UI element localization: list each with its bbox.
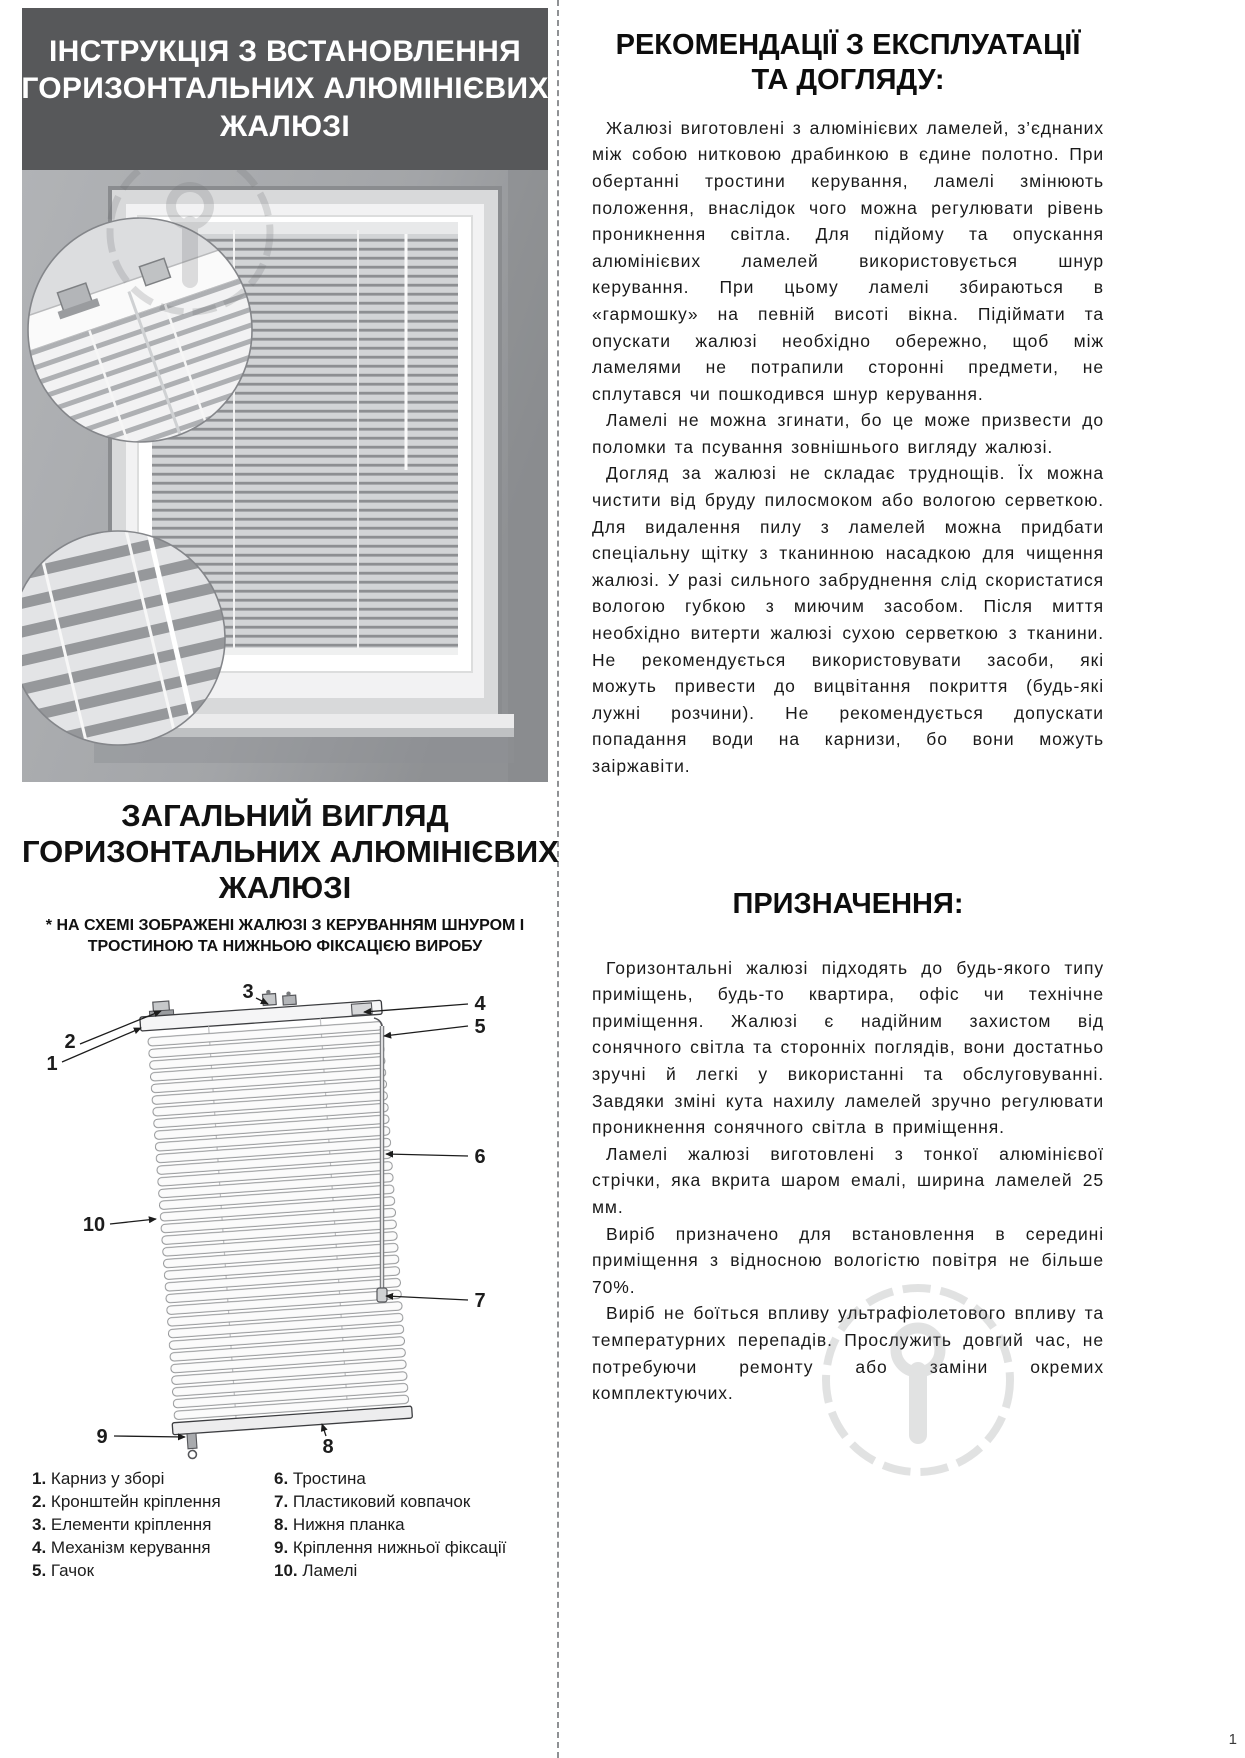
legend-number: 6. <box>274 1469 289 1488</box>
legend-item <box>274 1468 548 1491</box>
callout-number-8: 8 <box>322 1436 334 1458</box>
legend-label: Пластиковий ковпачок <box>292 1491 471 1511</box>
purpose-paragraph: Виріб не боїться впливу ультрафіолетового впливу та температурних перепадів. Прослужить довгий час, не потребуючи ремонту або заміни окремих комплектуючих. <box>592 1303 1104 1404</box>
instruction-title-line: ЖАЛЮЗІ <box>219 109 351 143</box>
legend-label: Механізм керування <box>50 1537 211 1557</box>
legend-item <box>274 1537 548 1560</box>
legend-label: Кронштейн кріплення <box>50 1491 221 1511</box>
overview-note <box>22 916 548 958</box>
legend-number: 10. <box>274 1560 298 1580</box>
instruction-title-line: ІНСТРУКЦІЯ З ВСТАНОВЛЕННЯ <box>48 34 522 68</box>
legend-item <box>32 1560 274 1583</box>
window-photo-illustration <box>22 170 548 782</box>
recommendations-paragraph: Жалюзі виготовлені з алюмінієвих ламелей, з’єднаних між собою нитковою драбинкою в єдине полотно. При обертанні тростини керування, ламелі змінюють положення, внаслідок чого можна регулювати рівень проникнення світла. Для підйому та опускання алюмінієвих ламелей використовується шнур керування. При цьому ламелі збираються в «гармошку» на певній висоті вікна. Підіймати та опускати жалюзі необхідно обережно, щоб між ламелями не потрапили сторонні предмети, не сплутався чи пошкодився шнур керування. <box>592 117 1104 404</box>
callout-number-3: 3 <box>242 981 254 1003</box>
legend-item <box>32 1468 274 1491</box>
bottom-fixation <box>187 1433 198 1459</box>
legend-item <box>32 1514 274 1537</box>
purpose-paragraph: Ламелі жалюзі виготовлені з тонкої алюмінієвої стрічки, яка вкрита шаром емалі, ширина ламелей 25 мм. <box>592 1143 1104 1217</box>
callout-number-4: 4 <box>474 993 486 1015</box>
legend-number: 7. <box>274 1491 289 1511</box>
slats <box>147 1020 409 1422</box>
blinds-diagram <box>22 956 548 1461</box>
overview-title-line: ГОРИЗОНТАЛЬНИХ АЛЮМІНІЄВИХ <box>22 833 559 869</box>
legend-label: Ламелі <box>302 1560 358 1580</box>
legend-item <box>274 1514 548 1537</box>
legend-item <box>274 1491 548 1514</box>
legend-number: 4. <box>32 1537 47 1557</box>
overview-title-line: ЖАЛЮЗІ <box>218 869 352 905</box>
overview-note-line: * НА СХЕМІ ЗОБРАЖЕНІ ЖАЛЮЗІ З КЕРУВАННЯМ ШНУРОМ І <box>45 917 525 934</box>
callout-number-6: 6 <box>474 1146 486 1168</box>
overview-title-line: ЗАГАЛЬНИЙ ВИГЛЯД <box>121 798 449 833</box>
callout-number-7: 7 <box>474 1290 486 1312</box>
legend-number: 8. <box>274 1514 289 1534</box>
purpose-paragraph: Горизонтальні жалюзі підходять до будь-якого типу приміщень, будь-то квартира, офіс чи технічне приміщення. Жалюзі є надійним захистом від сонячного світла та сторонніх поглядів, вони достатньо зручні й легкі у використанні та обслуговуванні. Завдяки зміні кута нахилу ламелей зручно регулювати проникнення сонячного світла в приміщення. <box>592 957 1104 1138</box>
plastic-cap <box>377 1288 387 1302</box>
legend-label: Нижня планка <box>292 1514 405 1534</box>
legend-item <box>32 1537 274 1560</box>
instruction-title-box <box>22 8 548 170</box>
legend-label: Елементи кріплення <box>50 1514 212 1534</box>
legend-label: Тростина <box>292 1469 366 1488</box>
recommendations-title <box>592 28 1104 99</box>
instruction-title-line: ГОРИЗОНТАЛЬНИХ АЛЮМІНІЄВИХ <box>21 72 549 106</box>
right-column <box>592 28 1104 1407</box>
page-number: 1 <box>1228 1731 1237 1748</box>
legend-column-1 <box>32 1468 274 1583</box>
legend-number: 5. <box>32 1560 47 1580</box>
purpose-paragraph: Виріб призначено для встановлення в середині приміщення з відносною вологістю повітря не більше 70%. <box>592 1223 1104 1297</box>
legend-number: 1. <box>32 1469 47 1488</box>
overview-title <box>22 798 559 906</box>
callout-number-9: 9 <box>96 1426 108 1448</box>
callout-number-1: 1 <box>46 1053 58 1075</box>
blinds-diagram-svg <box>22 956 548 1461</box>
window-photo-svg <box>22 170 548 782</box>
overview-note-line: ТРОСТИНОЮ ТА НИЖНЬОЮ ФІКСАЦІЄЮ ВИРОБУ <box>87 937 483 955</box>
legend-column-2 <box>274 1468 548 1583</box>
legend-label: Карниз у зборі <box>50 1469 165 1488</box>
diagram-legend <box>32 1468 548 1583</box>
recommendations-paragraph: Догляд за жалюзі не складає труднощів. Їх можна чистити від бруду пилосмоком або вологою серветкою. Для видалення пилу з ламелей можна придбати спеціальну щітку з тканинною насадкою для чищення жалюзі. У разі сильного забруднення слід скористатися вологою губкою з миючим засобом. Після миття необхідно витерти жалюзі сухою серветкою з тканини. Не рекомендується використовувати засоби, які можуть привести до вицвітання покриття (будь-які лужні розчини). Не рекомендується допускати попадання води на карнизи, бо вони можуть заіржавіти. <box>592 463 1104 776</box>
column-separator <box>557 0 559 1758</box>
callout-number-10: 10 <box>82 1214 106 1236</box>
legend-number: 3. <box>32 1514 47 1534</box>
control-mechanism <box>351 1003 372 1015</box>
legend-item <box>32 1491 274 1514</box>
legend-number: 2. <box>32 1491 47 1511</box>
recommendations-title-line: ТА ДОГЛЯДУ: <box>751 64 945 97</box>
recommendations-title-line: РЕКОМЕНДАЦІЇ З ЕКСПЛУАТАЦІЇ <box>615 29 1081 61</box>
callout-number-2: 2 <box>64 1031 76 1053</box>
blind-assembly <box>139 982 415 1460</box>
legend-item <box>274 1560 548 1583</box>
legend-label: Кріплення нижньої фіксації <box>292 1537 507 1557</box>
recommendations-paragraph: Ламелі не можна згинати, бо це може призвести до поломки та псування зовнішнього вигляду жалюзі. <box>592 410 1104 457</box>
legend-label: Гачок <box>50 1560 95 1580</box>
purpose-title: ПРИЗНАЧЕННЯ: <box>732 887 964 920</box>
callout-number-5: 5 <box>474 1016 486 1038</box>
legend-number: 9. <box>274 1537 289 1557</box>
